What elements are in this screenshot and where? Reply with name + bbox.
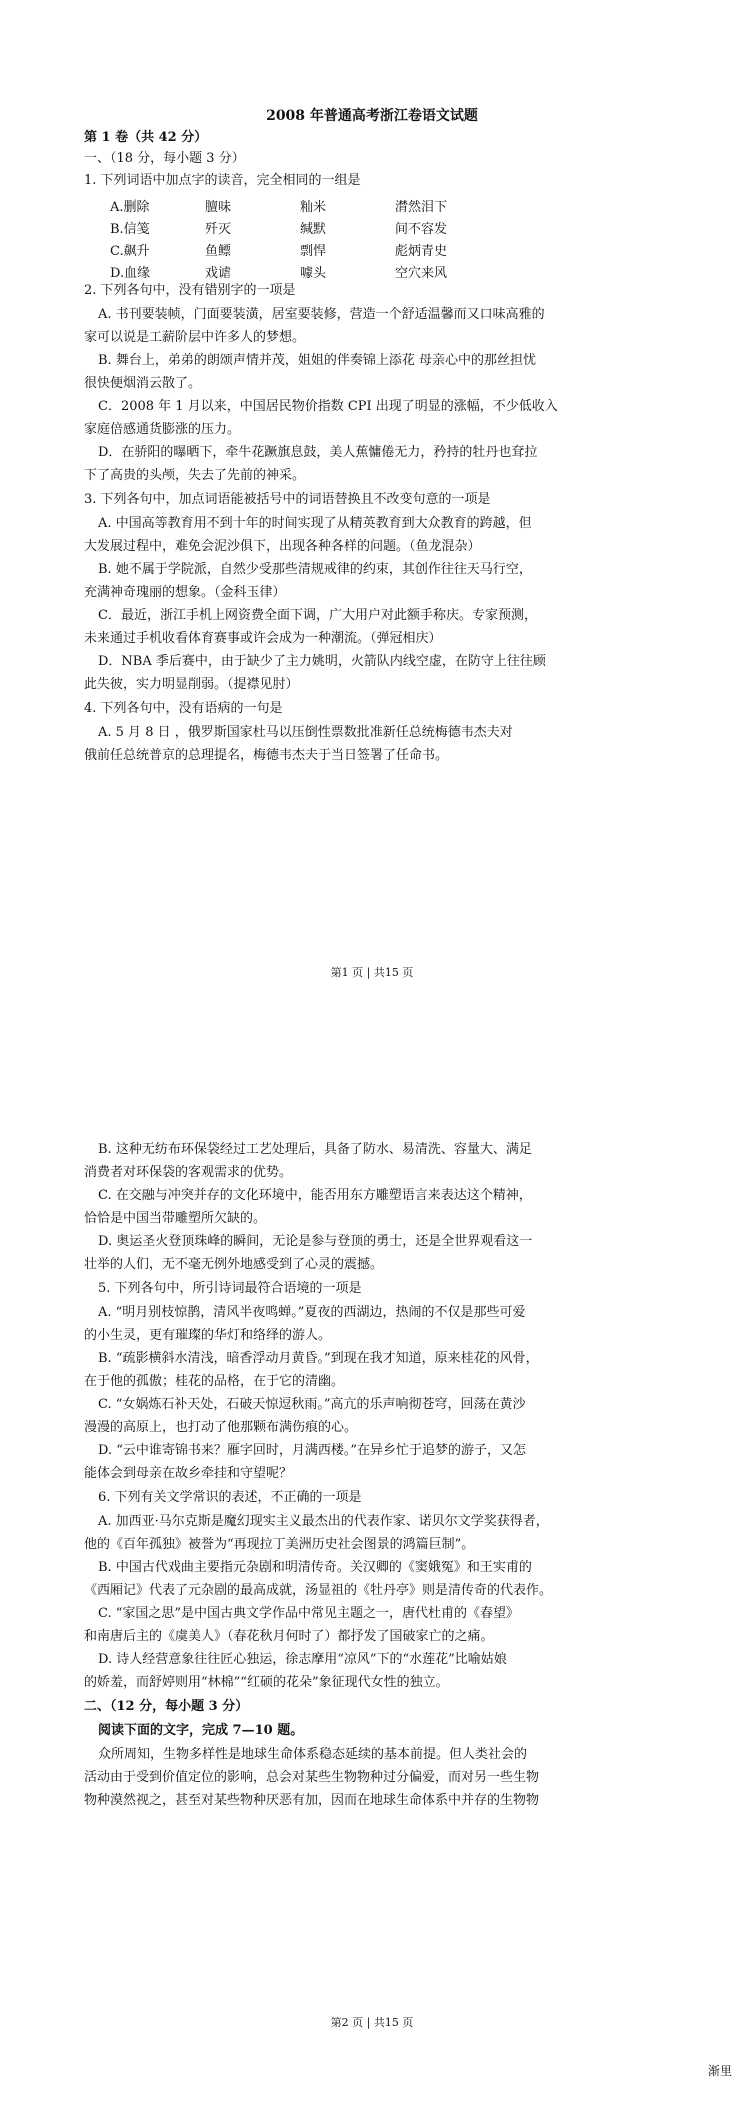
q5-option-b-line2: 在于他的孤傲；桂花的品格，在于它的清幽。: [84, 1374, 345, 1389]
passage-line-3: 物种漠然视之，甚至对某些物种厌恶有加，因而在地球生命体系中并存的生物物: [84, 1793, 540, 1808]
q2-option-b-line2: 很快便烟消云散了。: [84, 376, 202, 391]
q1-cell: 噱头: [300, 266, 327, 281]
q3-option-d-line1: D．NBA 季后赛中，由于缺少了主力姚明，火箭队内线空虚，在防守上往往顾: [98, 654, 546, 669]
q4-option-c-line1: C. 在交融与冲突并存的文化环境中，能否用东方雕塑语言来表达这个精神，: [98, 1188, 532, 1203]
q2-option-c-line2: 家庭倍感通货膨涨的压力。: [84, 422, 241, 437]
page-1: [0, 0, 744, 990]
q2-option-a-line2: 家可以说是工薪阶层中许多人的梦想。: [84, 330, 306, 345]
q1-cell: B.信笺: [110, 222, 150, 237]
q6-option-b-line2: 《西厢记》代表了元杂剧的最高成就，汤显祖的《牡丹亭》则是清传奇的代表作。: [84, 1583, 553, 1598]
q5-option-d-line1: D. “云中谁寄锦书来？雁字回时，月满西楼。”在异乡忙于追梦的游子，又怎: [98, 1443, 527, 1458]
q4-option-d-line1: D. 奥运圣火登顶珠峰的瞬间，无论是参与登顶的勇士，还是全世界观看这一: [98, 1234, 533, 1249]
q1-cell: A.删除: [110, 200, 150, 215]
q6-option-a-line1: A. 加西亚·马尔克斯是魔幻现实主义最杰出的代表作家、诺贝尔文学奖获得者，: [98, 1514, 549, 1529]
q3-option-b-line1: B. 她不属于学院派，自然少受那些清规戒律的约束，其创作往往天马行空，: [98, 562, 532, 577]
q4-option-d-line2: 壮举的人们，无不毫无例外地感受到了心灵的震撼。: [84, 1257, 384, 1272]
q5-option-a-line1: A. “明月别枝惊鹊，清风半夜鸣蝉。”夏夜的西湖边，热闹的不仅是那些可爱: [98, 1305, 526, 1320]
q5-option-d-line2: 能体会到母亲在故乡牵挂和守望呢？: [84, 1466, 293, 1481]
q1-cell: 剽悍: [300, 244, 327, 259]
volume-heading: 第 1 卷（共 42 分）: [84, 130, 208, 145]
q4-option-a-line2: 俄前任总统普京的总理提名，梅德韦杰夫于当日签署了任命书。: [84, 748, 449, 763]
q1-cell: 潸然泪下: [395, 200, 448, 215]
q2-stem: 2. 下列各句中，没有错别字的一项是: [84, 283, 296, 298]
q3-option-c-line2: 未来通过手机收看体育赛事或许会成为一种潮流。（弹冠相庆）: [84, 631, 442, 646]
q1-cell: 彪炳青史: [395, 244, 448, 259]
q6-option-d-line2: 的娇羞，而舒婷则用“林棉”“红硕的花朵”象征现代女性的独立。: [84, 1675, 449, 1690]
section-2-heading: 二、（12 分，每小题 3 分）: [84, 1699, 249, 1714]
exam-title: 2008 年普通高考浙江卷语文试题: [266, 108, 478, 124]
q4-stem: 4. 下列各句中，没有语病的一句是: [84, 701, 283, 716]
q6-option-c-line2: 和南唐后主的《虞美人》（春花秋月何时了）都抒发了国破家亡的之痛。: [84, 1629, 494, 1644]
q6-stem: 6. 下列有关文学常识的表述，不正确的一项是: [98, 1490, 362, 1505]
q5-option-c-line2: 漫漫的高原上，也打动了他那颗布满伤痕的心。: [84, 1420, 358, 1435]
q2-option-a-line1: A. 书刊要装帧，门面要装潢，居室要装修，营造一个舒适温馨而又口味高雅的: [98, 307, 545, 322]
q1-cell: 缄默: [300, 222, 327, 237]
q3-stem: 3. 下列各句中，加点词语能被括号中的词语替换且不改变句意的一项是: [84, 492, 491, 507]
q5-option-c-line1: C. “女娲炼石补天处，石破天惊逗秋雨。”高亢的乐声响彻苍穹，回荡在黄沙: [98, 1397, 526, 1412]
q1-cell: 空穴来风: [395, 266, 448, 281]
q6-option-a-line2: 他的《百年孤独》被誉为“再现拉丁美洲历史社会图景的鸿篇巨制”。: [84, 1537, 475, 1552]
q1-cell: 籼米: [300, 200, 327, 215]
q2-option-d-line1: D．在骄阳的曝晒下，牵牛花蹶旗息鼓，美人蕉慵倦无力，矜持的牡丹也耷拉: [98, 445, 538, 460]
section-1-heading: 一、（18 分，每小题 3 分）: [84, 151, 245, 166]
q2-option-d-line2: 下了高贵的头颅，失去了先前的神采。: [84, 468, 306, 483]
q4-option-b-line1: B. 这种无纺布环保袋经过工艺处理后，具备了防水、易清洗、容量大、满足: [98, 1142, 532, 1157]
reading-instruction: 阅读下面的文字，完成 7—10 题。: [98, 1723, 304, 1738]
q1-stem: 1. 下列词语中加点字的读音，完全相同的一组是: [84, 173, 361, 188]
q3-option-c-line1: C．最近，浙江手机上网资费全面下调，广大用户对此额手称庆。专家预测，: [98, 608, 537, 623]
corner-mark: 渐里: [707, 2064, 732, 2078]
q6-option-c-line1: C. “家国之思”是中国古典文学作品中常见主题之一，唐代杜甫的《春望》: [98, 1606, 520, 1621]
q1-cell: 间不容发: [395, 222, 448, 237]
q5-stem: 5. 下列各句中，所引诗词最符合语境的一项是: [98, 1281, 362, 1296]
q1-cell: 膻味: [205, 200, 232, 215]
q1-cell: C.飙升: [110, 244, 150, 259]
q1-cell: 歼灭: [205, 222, 232, 237]
q3-option-a-line2: 大发展过程中，难免会泥沙俱下，出现各种各样的问题。（鱼龙混杂）: [84, 539, 481, 554]
q3-option-a-line1: A. 中国高等教育用不到十年的时间实现了从精英教育到大众教育的跨越，但: [98, 516, 532, 531]
q6-option-b-line1: B. 中国古代戏曲主要指元杂剧和明清传奇。关汉卿的《窦娥冤》和王实甫的: [98, 1560, 532, 1575]
q5-option-a-line2: 的小生灵，更有璀璨的华灯和络绎的游人。: [84, 1328, 332, 1343]
page-number: 第1 页 | 共15 页: [330, 966, 414, 979]
q1-cell: 戏谑: [205, 266, 232, 281]
q4-option-c-line2: 恰恰是中国当带雕塑所欠缺的。: [84, 1211, 267, 1226]
q4-option-b-line2: 消费者对环保袋的客观需求的优势。: [84, 1165, 293, 1180]
page-number: 第2 页 | 共15 页: [330, 2016, 414, 2029]
q5-option-b-line1: B. “疏影横斜水清浅，暗香浮动月黄昏。”到现在我才知道，原来桂花的风骨，: [98, 1351, 539, 1366]
q3-option-d-line2: 此失彼，实力明显削弱。（提襟见肘）: [84, 677, 299, 692]
q2-option-b-line1: B. 舞台上，弟弟的朗颂声情并茂，姐姐的伴奏锦上添花 母亲心中的那丝担忧: [98, 353, 536, 368]
q1-cell: 鱼鳔: [205, 244, 232, 259]
q4-option-a-line1: A. 5 月 8 日 ，俄罗斯国家杜马以压倒性票数批准新任总统梅德韦杰夫对: [98, 725, 513, 740]
passage-line-1: 众所周知，生物多样性是地球生命体系稳态延续的基本前提。但人类社会的: [98, 1747, 528, 1762]
passage-line-2: 活动由于受到价值定位的影响，总会对某些生物物种过分偏爱，而对另一些生物: [84, 1770, 540, 1785]
q1-cell: D.血缘: [110, 266, 151, 281]
q3-option-b-line2: 充满神奇瑰丽的想象。（金科玉律）: [84, 585, 286, 600]
q2-option-c-line1: C．2008 年 1 月以来，中国居民物价指数 CPI 出现了明显的涨幅，不少低收入: [98, 399, 558, 414]
page-2: [0, 1130, 744, 2104]
q6-option-d-line1: D. 诗人经营意象往往匠心独运，徐志摩用“凉风”下的“水莲花”比喻姑娘: [98, 1652, 507, 1667]
